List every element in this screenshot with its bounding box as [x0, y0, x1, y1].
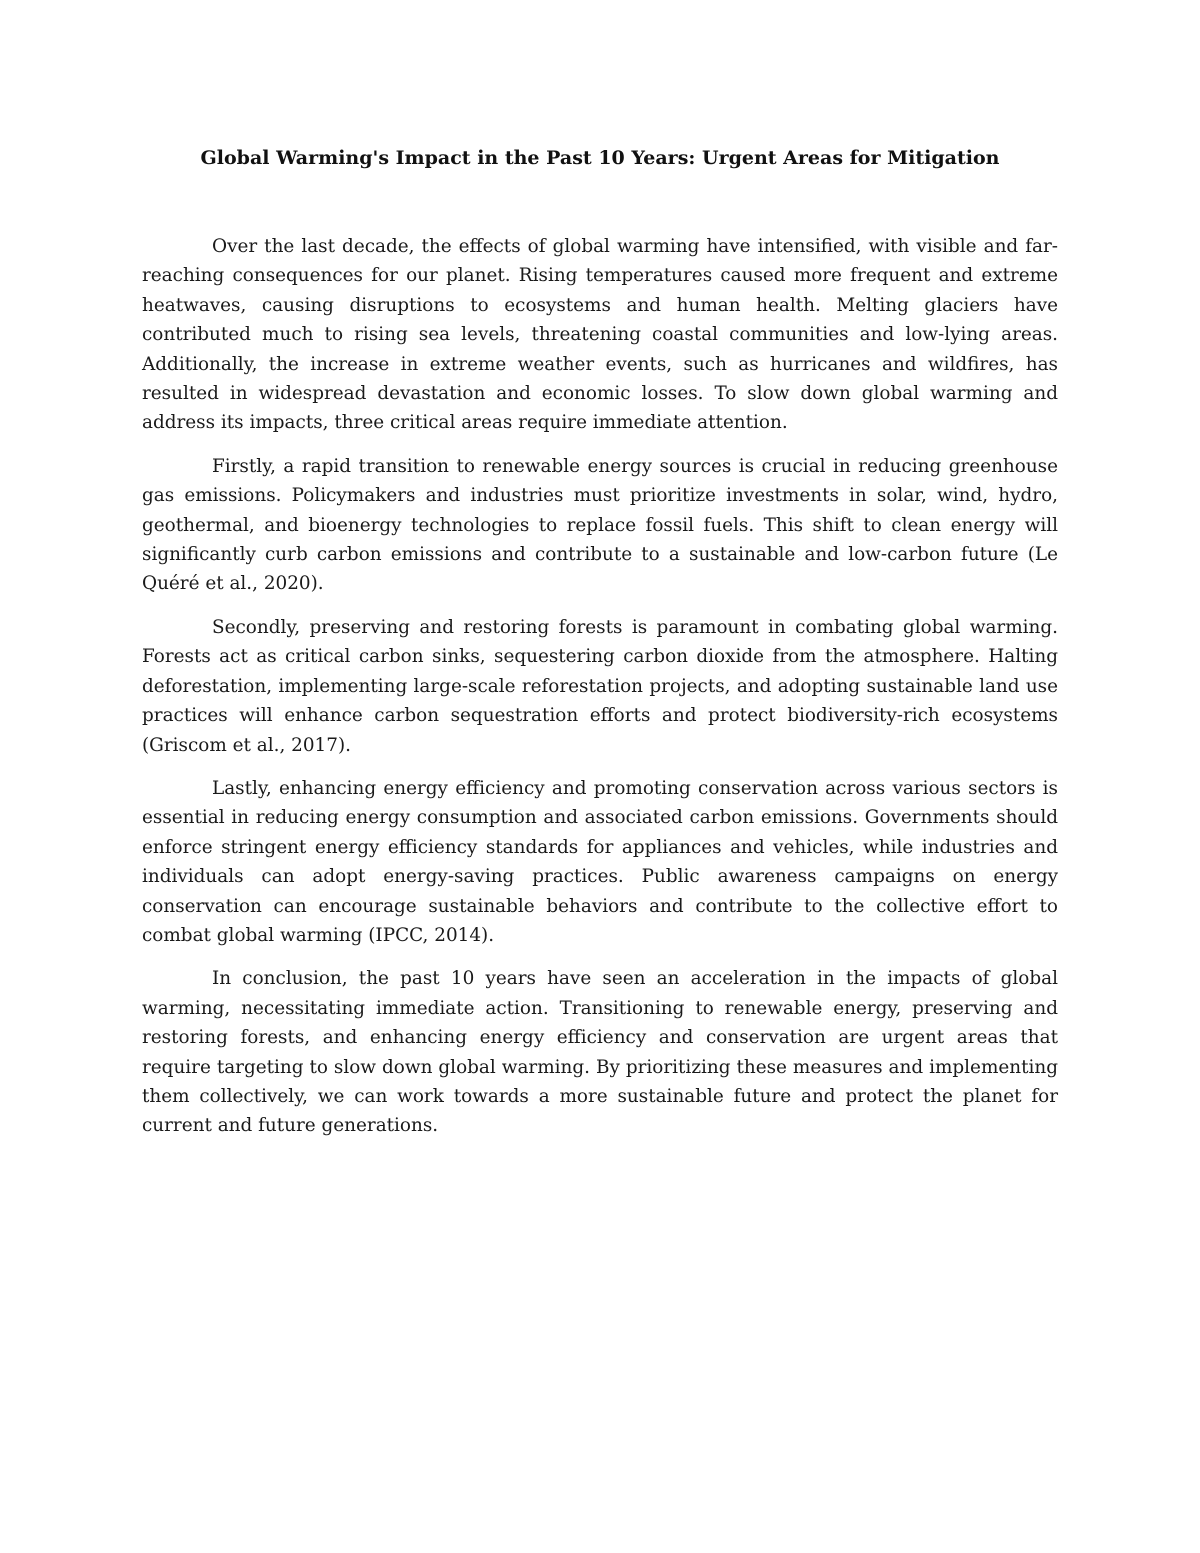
paragraph-forests: Secondly, preserving and restoring forests is paramount in combating global warming. Forests act as critical carbon sinks, sequestering carbon dioxide from the atmosphere. Halting deforestation, implementing large-scale reforestation projects, and adopting sustainable land use practices will enhance carbon sequestration efforts and protect biodiversity-rich ecosystems (Griscom et al., 2017). — [142, 616, 1058, 756]
paragraph-conclusion: In conclusion, the past 10 years have seen an acceleration in the impacts of global warming, necessitating immediate action. Transitioning to renewable energy, preserving and restoring forests, and enhancing energy efficiency and conservation are urgent areas that require targeting to slow down global warming. By prioritizing these measures and implementing them collectively, we can work towards a more sustainable future and protect the planet for current and future generations. — [142, 968, 1058, 1137]
paragraph-intro: Over the last decade, the effects of global warming have intensified, with visible and far-reaching consequences for our planet. Rising temperatures caused more frequent and extreme heatwaves, causing disruptions to ecosystems and human health. Melting glaciers have contributed much to rising sea levels, threatening coastal communities and low-lying areas. Additionally, the increase in extreme weather events, such as hurricanes and wildfires, has resulted in widespread devastation and economic losses. To slow down global warming and address its impacts, three critical areas require immediate attention. — [142, 236, 1058, 434]
paragraph-renewable-energy: Firstly, a rapid transition to renewable energy sources is crucial in reducing greenhouse gas emissions. Policymakers and industries must prioritize investments in solar, wind, hydro, geothermal, and bioenergy technologies to replace fossil fuels. This shift to clean energy will significantly curb carbon emissions and contribute to a sustainable and low-carbon future (Le Quéré et al., 2020). — [142, 455, 1058, 595]
paragraph-energy-efficiency: Lastly, enhancing energy efficiency and promoting conservation across various sectors is essential in reducing energy consumption and associated carbon emissions. Governments should enforce stringent energy efficiency standards for appliances and vehicles, while industries and individuals can adopt energy-saving practices. Public awareness campaigns on energy conservation can encourage sustainable behaviors and contribute to the collective effort to combat global warming (IPCC, 2014). — [142, 777, 1058, 946]
document-body — [142, 232, 1058, 1155]
document-title: Global Warming's Impact in the Past 10 Years: Urgent Areas for Mitigation — [200, 147, 1000, 169]
